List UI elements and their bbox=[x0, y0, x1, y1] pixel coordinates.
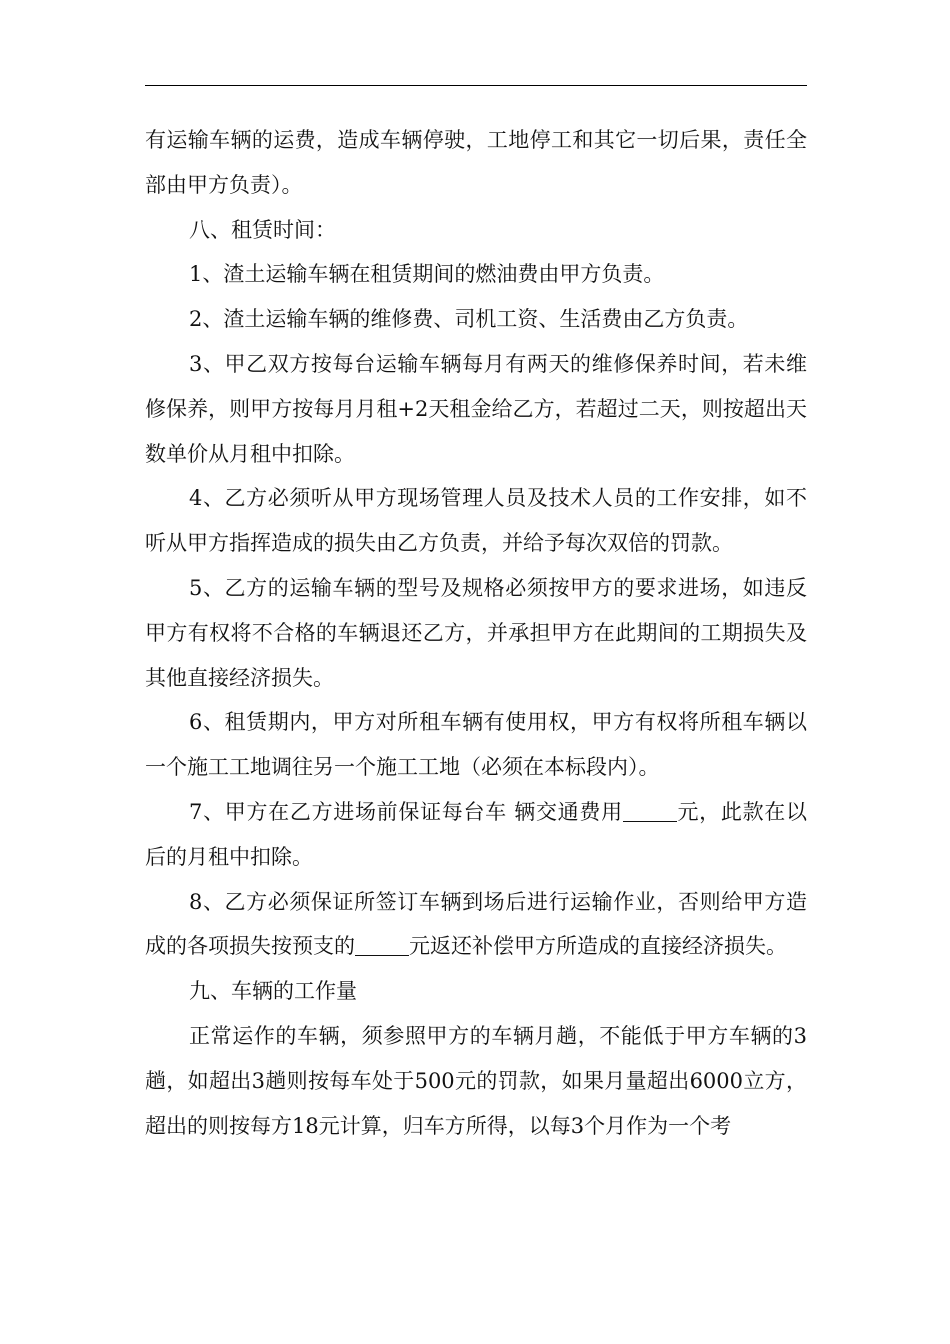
header-rule bbox=[145, 85, 807, 86]
clause-1: 1、渣土运输车辆在租赁期间的燃油费由甲方负责。 bbox=[189, 262, 665, 287]
clause-6: 6、租赁期内，甲方对所租车辆有使用权，甲方有权将所租车辆以一个施工工地调往另一个施工工地（必须在本标段内）。 bbox=[145, 710, 807, 780]
clause-8-before: 8、乙方必须保证所签订车辆到场后进行运输作业，否则给甲方造成的各项损失按预支的 bbox=[145, 889, 807, 959]
fill-blank bbox=[355, 934, 409, 956]
clause-3: 3、甲乙双方按每台运输车辆每月有两天的维修保养时间，若未维修保养，则甲方按每月月租+2天租金给乙方，若超过二天，则按超出天数单价从月租中扣除。 bbox=[145, 351, 807, 466]
section-heading-8: 八、租赁时间： bbox=[189, 217, 336, 242]
workload-paragraph: 正常运作的车辆，须参照甲方的车辆月趟，不能低于甲方车辆的3趟，如超出3趟则按每车处于500元的罚款，如果月量超出6000立方，超出的则按每方18元计算，归车方所得，以每3个月作为一个考 bbox=[145, 1023, 807, 1138]
fill-blank bbox=[623, 800, 677, 822]
paragraph: 有运输车辆的运费，造成车辆停驶，工地停工和其它一切后果，责任全部由甲方负责）。 bbox=[145, 128, 807, 197]
clause-7-before: 7、甲方在乙方进场前保证每台车 辆交通费用 bbox=[189, 799, 623, 824]
clause-8 bbox=[145, 880, 807, 970]
clause-5: 5、乙方的运输车辆的型号及规格必须按甲方的要求进场，如违反甲方有权将不合格的车辆退还乙方，并承担甲方在此期间的工期损失及其他直接经济损失。 bbox=[145, 575, 807, 690]
clause-8-after: 元返还补偿甲方所造成的直接经济损失。 bbox=[409, 934, 787, 959]
clause-7-after: 元，此款在以后的月租中扣除。 bbox=[145, 799, 807, 869]
clause-7 bbox=[145, 790, 807, 880]
clause-4: 4、乙方必须听从甲方现场管理人员及技术人员的工作安排，如不听从甲方指挥造成的损失由乙方负责，并给予每次双倍的罚款。 bbox=[145, 486, 807, 556]
document-body bbox=[145, 118, 807, 1148]
clause-2: 2、渣土运输车辆的维修费、司机工资、生活费由乙方负责。 bbox=[189, 307, 749, 332]
section-heading-9: 九、车辆的工作量 bbox=[189, 979, 357, 1004]
